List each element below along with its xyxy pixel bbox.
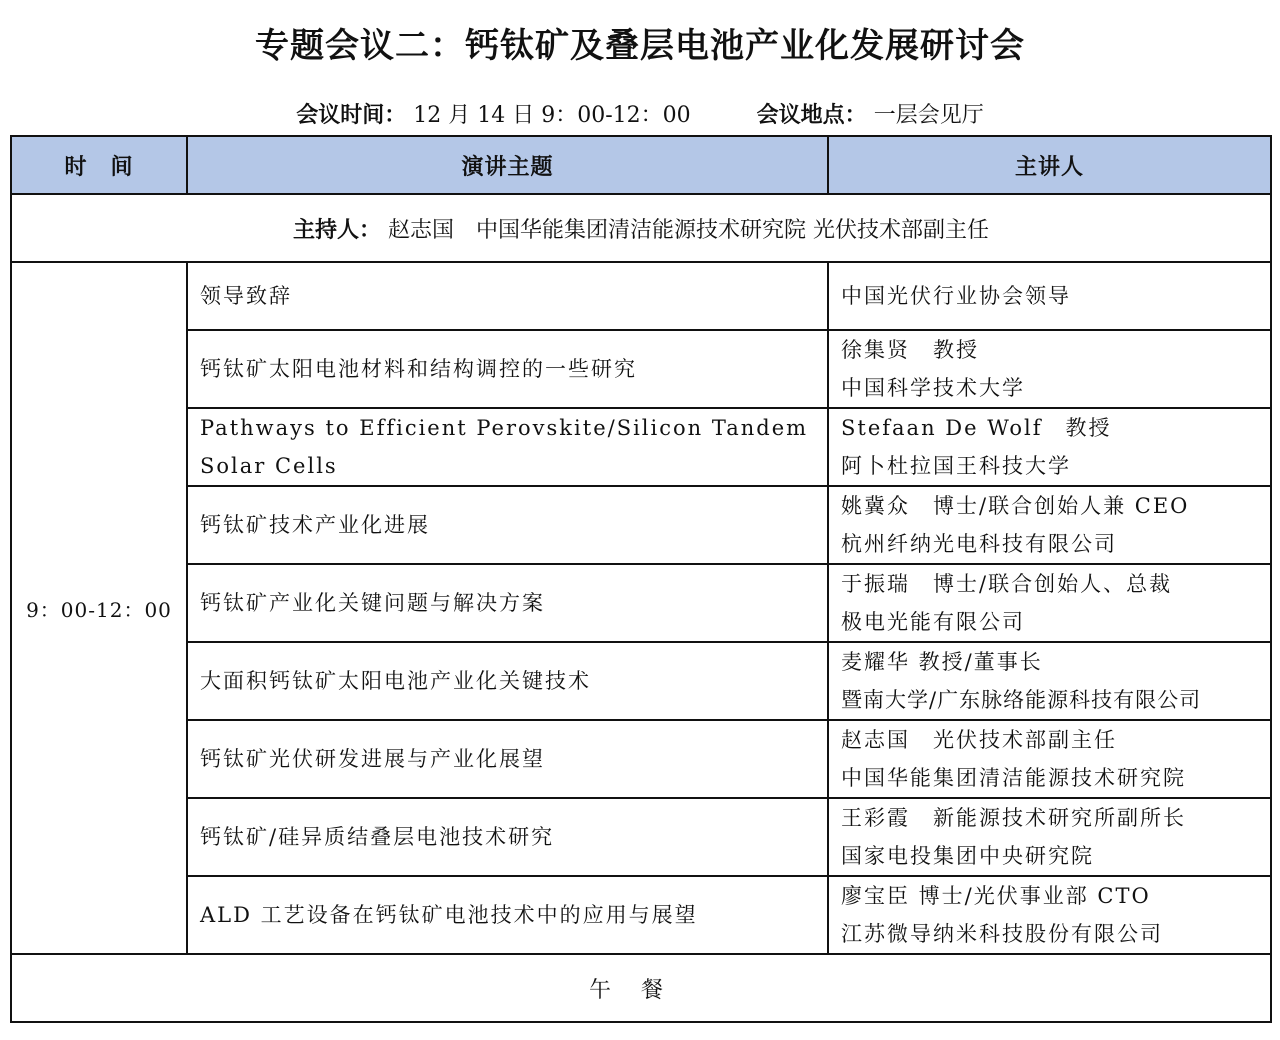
speaker-affiliation: 中国科学技术大学	[841, 376, 1025, 400]
host-row	[11, 194, 1271, 262]
speaker-affiliation: 杭州纤纳光电科技有限公司	[841, 532, 1117, 556]
speaker-affiliation: 中国华能集团清洁能源技术研究院	[841, 766, 1186, 790]
table-row	[11, 798, 1271, 876]
table-row	[11, 720, 1271, 798]
table-row	[11, 408, 1271, 486]
speaker-name: 徐集贤 教授	[841, 338, 979, 362]
speaker-cell	[828, 330, 1271, 408]
speaker-cell	[828, 408, 1271, 486]
table-row	[11, 330, 1271, 408]
time-slot-cell: 9：00-12：00	[11, 262, 187, 954]
header-speaker: 主讲人	[828, 136, 1271, 194]
speaker-cell	[828, 262, 1271, 330]
host-label: 主持人：	[292, 217, 381, 243]
topic-cell: 钙钛矿太阳电池材料和结构调控的一些研究	[187, 330, 828, 408]
topic-cell: 钙钛矿产业化关键问题与解决方案	[187, 564, 828, 642]
host-cell	[11, 194, 1271, 262]
speaker-name: 姚冀众 博士/联合创始人兼 CEO	[841, 494, 1190, 518]
topic-cell: 大面积钙钛矿太阳电池产业化关键技术	[187, 642, 828, 720]
speaker-cell	[828, 486, 1271, 564]
speaker-cell	[828, 798, 1271, 876]
speaker-affiliation: 江苏微导纳米科技股份有限公司	[841, 922, 1163, 946]
table-row	[11, 642, 1271, 720]
speaker-name: 于振瑞 博士/联合创始人、总裁	[841, 572, 1173, 596]
header-row	[11, 136, 1271, 194]
topic-cell: 钙钛矿技术产业化进展	[187, 486, 828, 564]
topic-cell: ALD 工艺设备在钙钛矿电池技术中的应用与展望	[187, 876, 828, 954]
header-time: 时 间	[11, 136, 187, 194]
speaker-cell	[828, 720, 1271, 798]
speaker-affiliation: 阿卜杜拉国王科技大学	[841, 454, 1071, 478]
speaker-name: Stefaan De Wolf 教授	[841, 416, 1112, 440]
speaker-affiliation: 暨南大学/广东脉络能源科技有限公司	[841, 688, 1202, 712]
speaker-name: 王彩霞 新能源技术研究所副所长	[841, 806, 1186, 830]
speaker-line: 中国光伏行业协会领导	[841, 284, 1071, 308]
host-value: 赵志国 中国华能集团清洁能源技术研究院 光伏技术部副主任	[388, 217, 989, 243]
place-value: 一层会见厅	[873, 103, 984, 128]
lunch-row	[11, 954, 1271, 1022]
topic-cell: Pathways to Efficient Perovskite/Silicon Tandem Solar Cells	[187, 408, 828, 486]
speaker-name: 赵志国 光伏技术部副主任	[841, 728, 1117, 752]
topic-cell: 钙钛矿/硅异质结叠层电池技术研究	[187, 798, 828, 876]
time-label: 会议时间：	[296, 103, 407, 128]
topic-cell: 领导致辞	[187, 262, 828, 330]
schedule-table	[10, 135, 1272, 1023]
speaker-name: 麦耀华 教授/董事长	[841, 650, 1043, 674]
header-topic: 演讲主题	[187, 136, 828, 194]
meeting-meta	[0, 98, 1280, 129]
speaker-affiliation: 国家电投集团中央研究院	[841, 844, 1094, 868]
topic-cell: 钙钛矿光伏研发进展与产业化展望	[187, 720, 828, 798]
page-title: 专题会议二：钙钛矿及叠层电池产业化发展研讨会	[255, 26, 1025, 66]
speaker-name: 廖宝臣 博士/光伏事业部 CTO	[841, 884, 1151, 908]
table-row	[11, 876, 1271, 954]
place-label: 会议地点：	[756, 103, 867, 128]
lunch-cell: 午餐	[11, 954, 1271, 1022]
table-row	[11, 486, 1271, 564]
speaker-cell	[828, 564, 1271, 642]
speaker-cell	[828, 876, 1271, 954]
speaker-affiliation: 极电光能有限公司	[841, 610, 1025, 634]
speaker-cell	[828, 642, 1271, 720]
table-row	[11, 564, 1271, 642]
table-row	[11, 262, 1271, 330]
time-value: 12 月 14 日 9：00-12：00	[413, 103, 691, 128]
